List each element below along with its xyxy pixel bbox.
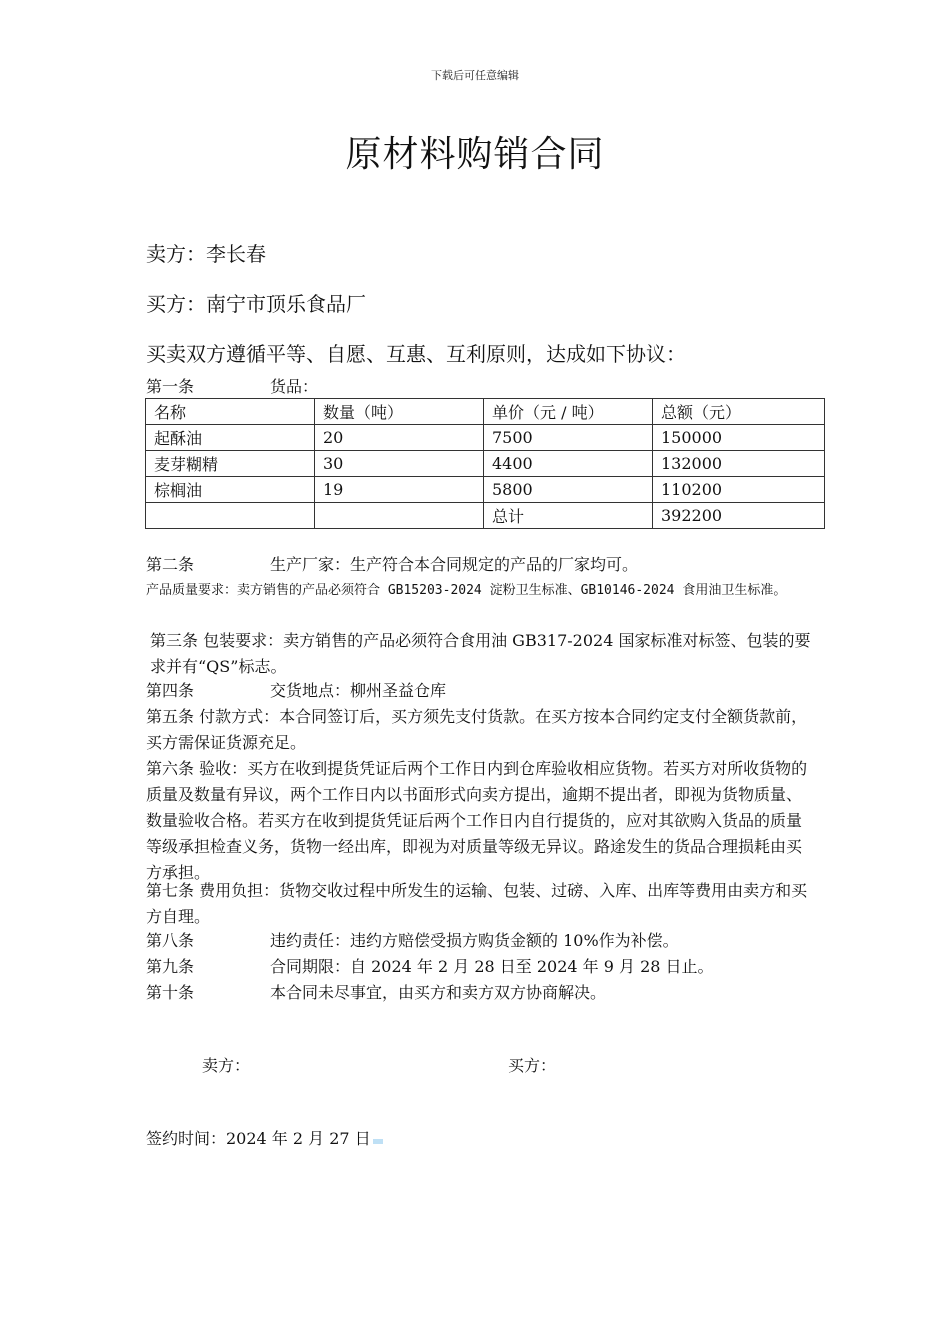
table-cell: 19	[315, 477, 484, 503]
article-number: 第八条	[146, 931, 195, 950]
signing-date: 签约时间：2024 年 2 月 27 日	[146, 1129, 371, 1148]
table-header-cell: 总额（元）	[653, 399, 825, 425]
article-10	[146, 980, 811, 1006]
table-row	[146, 451, 825, 477]
table-cell: 5800	[484, 477, 653, 503]
table-header-cell: 名称	[146, 399, 315, 425]
article-number: 第九条	[146, 957, 195, 976]
article-number: 第一条	[146, 377, 195, 396]
article-number: 第四条	[146, 681, 195, 700]
article-text: 合同期限：自 2024 年 2 月 28 日至 2024 年 9 月 28 日止。	[270, 957, 714, 976]
table-cell: 150000	[653, 425, 825, 451]
table-cell: 麦芽糊精	[146, 451, 315, 477]
article-5: 第五条 付款方式：本合同签订后，买方须先支付货款。在买方按本合同约定支付全额货款前，买方需保证货源充足。	[146, 707, 808, 752]
buyer-signature-label: 买方：	[508, 1056, 557, 1075]
table-cell: 7500	[484, 425, 653, 451]
article-6: 第六条 验收：买方在收到提货凭证后两个工作日内到仓库验收相应货物。若买方对所收货物的质量及数量有异议，两个工作日内以书面形式向卖方提出，逾期不提出者，即视为货物质量、数量验收合格。若买方在收到提货凭证后两个工作日内自行提货的，应对其欲购入货品的质量等级承担检查义务，货物一经出库，即视为对质量等级无异议。路途发生的货品合理损耗由买方承担。	[146, 759, 808, 882]
table-row	[146, 425, 825, 451]
article-1	[146, 374, 811, 400]
article-2	[146, 552, 811, 578]
table-cell	[315, 503, 484, 529]
table-cell: 392200	[653, 503, 825, 529]
table-row	[146, 477, 825, 503]
intro-text: 买卖双方遵循平等、自愿、互惠、互利原则，达成如下协议：	[146, 342, 686, 366]
article-text: 货品：	[270, 377, 319, 396]
table-cell: 起酥油	[146, 425, 315, 451]
seller-line: 卖方：李长春	[146, 242, 266, 266]
table-cell: 132000	[653, 451, 825, 477]
article-text: 违约责任：违约方赔偿受损方购货金额的 10%作为补偿。	[270, 931, 679, 950]
article-text: 交货地点：柳州圣益仓库	[270, 681, 447, 700]
quality-requirement: 产品质量要求：卖方销售的产品必须符合 GB15203-2024 淀粉卫生标准、GB10146-2024 食用油卫生标准。	[146, 583, 787, 598]
table-cell: 110200	[653, 477, 825, 503]
article-8	[146, 928, 811, 954]
article-text: 生产厂家：生产符合本合同规定的产品的厂家均可。	[270, 555, 639, 574]
table-total-row	[146, 503, 825, 529]
table-cell: 20	[315, 425, 484, 451]
header-note: 下载后可任意编辑	[431, 69, 519, 82]
table-header-cell: 数量（吨）	[315, 399, 484, 425]
table-cell: 总计	[484, 503, 653, 529]
article-number: 第十条	[146, 983, 195, 1002]
seller-signature-label: 卖方：	[202, 1056, 251, 1075]
text-cursor-highlight	[373, 1139, 383, 1144]
article-9	[146, 954, 811, 980]
document-title: 原材料购销合同	[345, 134, 605, 175]
table-header-cell: 单价（元 / 吨）	[484, 399, 653, 425]
goods-table	[145, 398, 825, 529]
table-cell: 4400	[484, 451, 653, 477]
table-header-row	[146, 399, 825, 425]
article-4	[146, 678, 811, 704]
article-7: 第七条 费用负担：货物交收过程中所发生的运输、包装、过磅、入库、出库等费用由卖方和买方自理。	[146, 881, 808, 926]
table-cell: 棕榈油	[146, 477, 315, 503]
table-cell	[146, 503, 315, 529]
table-cell: 30	[315, 451, 484, 477]
signing-date-line	[146, 1126, 811, 1152]
article-text: 本合同未尽事宜，由买方和卖方双方协商解决。	[270, 983, 607, 1002]
article-3: 第三条 包装要求：卖方销售的产品必须符合食用油 GB317-2024 国家标准对标签、包装的要求并有“QS”标志。	[150, 631, 811, 676]
buyer-line: 买方：南宁市顶乐食品厂	[146, 292, 366, 316]
article-number: 第二条	[146, 555, 195, 574]
